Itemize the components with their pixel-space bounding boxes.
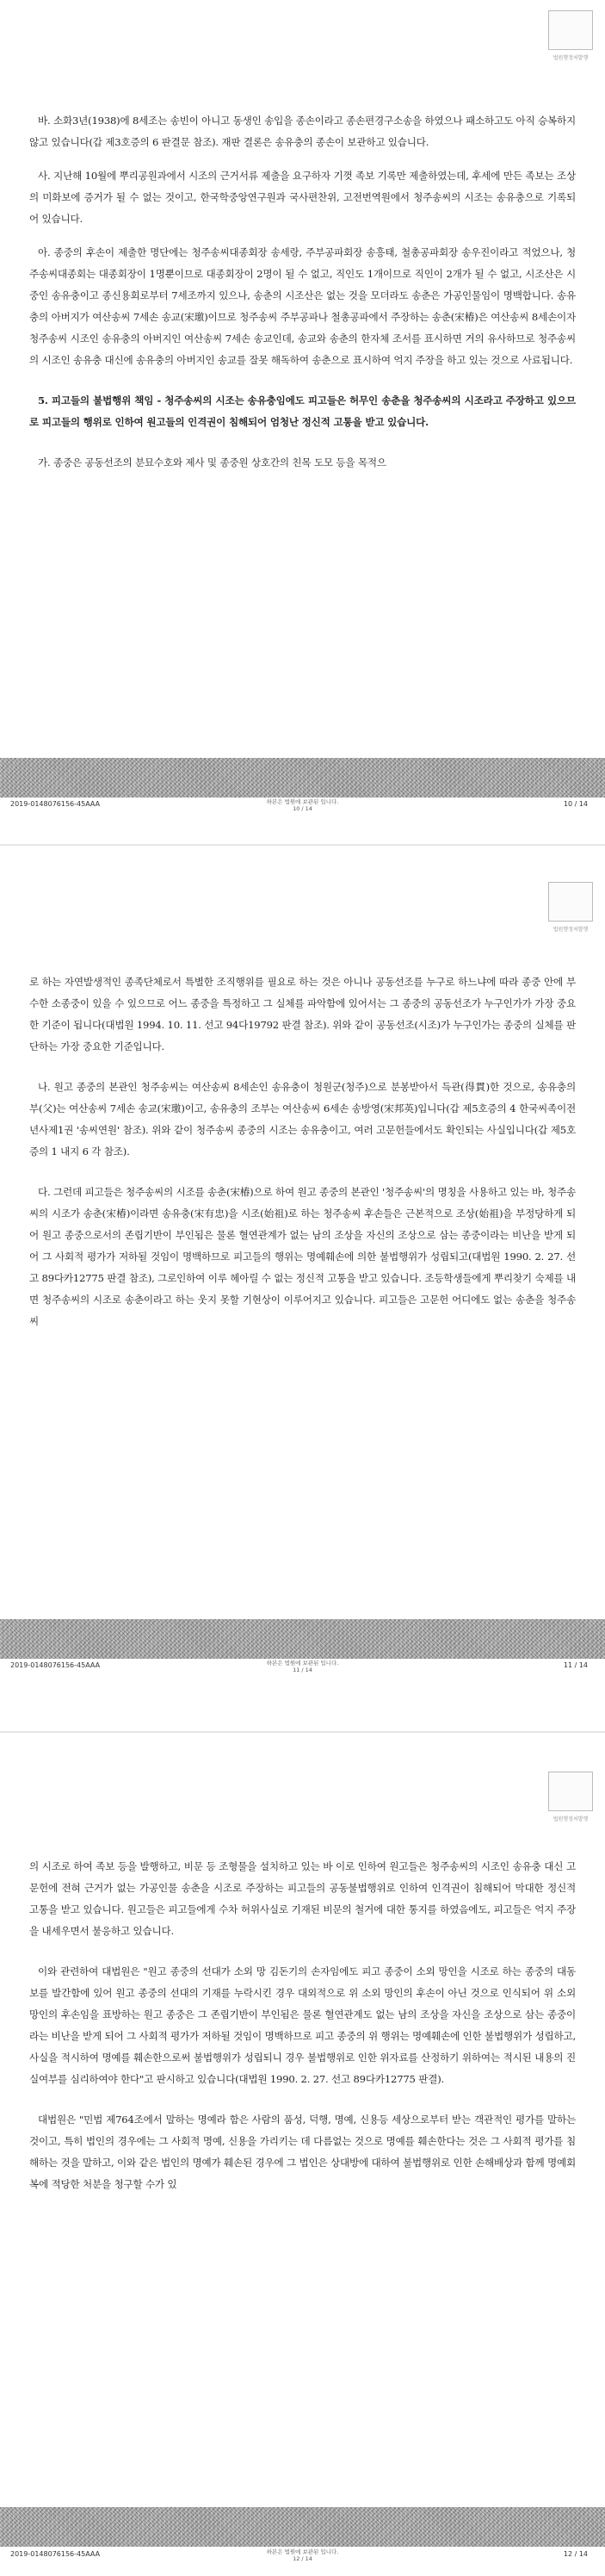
paragraph: 다. 그런데 피고들은 청주송씨의 시조를 송춘(宋椿)으로 하여 원고 종중의 본관인 '청주송씨'의 명칭을 사용하고 있는 바, 청주송씨의 시조가 송춘(宋椿)이라면 송유충(宋有忠)을 시조(始祖)로 하는 청주송씨 후손들은 근본적으로 조상(始祖)을 부정당하게 되어 원고 종중으로서의 존립기반이 부인됨은 물론 혈연관계가 없는 남의 조상을 자신의 조상으로 삼는 종중이라는 비난을 받게 되어 그 사회적 평가가 저하될 것임이 명백하므로 피고들의 행위는 명예훼손에 의한 불법행위가 성립되고(대법원 1990. 2. 27. 선고 89다카12775 판결 참조), 그로인하여 이루 헤아릴 수 없는 정신적 고통을 받고 있습니다. 조등학생들에게 뿌리찾기 숙제를 내면 청주송씨의 시조로 송춘이라고 하는 웃지 못할 기현상이 이루어지고 있습니다. 피고들은 고문헌 어디에도 없는 송춘을 청주송씨: [29, 1186, 576, 1327]
scan-noise-band: [0, 758, 605, 798]
page-body: [29, 1856, 576, 2207]
paragraph: 사. 지난해 10월에 뿌리공원과에서 시조의 근거서류 제출을 요구하자 기껏 족보 기록만 제출하였는데, 후세에 만든 족보는 조상의 미화보에 증거가 될 수 없는 것이고, 한국학중앙연구원과 국사편찬위, 고전번역원에서 청주송씨의 시조는 송유충으로 기록되어 있습니다.: [29, 170, 576, 225]
document-page-10: [0, 0, 605, 812]
document-id: 2019-0148076156-45AAA: [10, 2550, 101, 2558]
footer-center: 하본은 법원에 보관된 입니다. 11 / 14: [266, 1660, 339, 1673]
paragraph: 나. 원고 종중의 본관인 청주송씨는 여산송씨 8세손인 송유충이 청원군(청주)으로 분봉받아서 득관(得貫)한 것으로, 송유충의 부(父)는 여산송씨 7세손 송교(宋璬)이고, 송유충의 조부는 여산송씨 6세손 송방영(宋邦英)입니다(갑 제5호증의 4 한국씨족이전년사제1권 '송씨연원' 참조). 위와 같이 청주송씨 종중의 시조는 송유충이고, 여러 고문헌들에서도 확인되는 사실입니다(갑 제5호증의 1 내지 6 각 참조).: [29, 1081, 576, 1158]
page-separator: [0, 1731, 605, 1733]
page-footer: [0, 798, 605, 812]
paragraph: 이와 관련하여 대법원은 "원고 종중의 선대가 소외 망 김돈기의 손자임에도 피고 종중이 소외 망인을 시조로 하는 종중의 대동보를 발간함에 있어 원고 종중의 선대의 기재를 누락시킨 경우 대외적으로 위 소외 망인의 후손이 아닌 것으로 인식되어 위 소외 망인의 후손임을 표방하는 원고 종중은 그 존립기반이 부인됨은 물론 혈연관계도 없는 남의 조상을 자신을 조상으로 삼는 종중이라는 비난을 받게 되어 그 사회적 평가가 저하될 것임이 명백하므로 피고 종중의 위 행위는 명예훼손에 인한 불법행위가 성립하고, 사실을 적시하여 명예를 훼손한으로써 불법행위가 성립되니 경우 불법행위로 인한 위자료를 산정하기 위하여는 적시된 내용의 진실여부를 심리하여야 한다"고 판시하고 있습니다(대법원 1990. 2. 27. 선고 89다카12775 판결).: [29, 1965, 576, 2085]
document-id: 2019-0148076156-45AAA: [10, 1661, 101, 1669]
scan-noise-band: [0, 2507, 605, 2547]
paragraph: 바. 소화3년(1938)에 8세조는 송빈이 아니고 동생인 송입을 종손이라고 종손편경구소송을 하였으나 패소하고도 아직 승복하지 않고 있습니다(갑 제3호증의 6 판결문 참조). 재판 결론은 송유충의 종손이 보관하고 있습니다.: [29, 115, 576, 148]
page-body: [29, 971, 576, 1344]
issuer-stamp: 법원행정처발행: [548, 10, 593, 50]
footer-center: 하본은 법원에 보관된 입니다. 12 / 14: [266, 2548, 339, 2562]
scan-noise-band: [0, 1619, 605, 1659]
issuer-stamp: 법원행정처발행: [548, 882, 593, 922]
page-number: 11 / 14: [563, 1661, 588, 1669]
document-id: 2019-0148076156-45AAA: [10, 800, 101, 808]
page-separator: [0, 844, 605, 846]
paragraph: 의 시조로 하여 족보 등을 발행하고, 비문 등 조형물을 설치하고 있는 바 이로 인하여 원고들은 청주송씨의 시조인 송유충 대신 고문헌에 전혀 근거가 없는 가공인물 송춘을 시조로 주장하는 피고들의 공동불법행위로 인하여 인격권이 침해되어 막대한 정신적 고통을 받고 있습니다. 원고들은 피고들에게 수차 허위사실로 기재된 비문의 철거에 대한 통지를 하였음에도, 피고들은 억지 주장을 내세우면서 불응하고 있습니다.: [29, 1860, 576, 1937]
document-page-11: [0, 870, 605, 1682]
issuer-stamp: 법원행정처발행: [548, 1772, 593, 1811]
page-number: 12 / 14: [563, 2550, 588, 2558]
page-footer: [0, 1660, 605, 1673]
paragraph: 대법원은 "민법 제764조에서 말하는 명예라 함은 사람의 품성, 덕행, 명예, 신용등 세상으로부터 받는 객관적인 평가를 말하는 것이고, 특히 법인의 경우에는 그 사회적 명예, 신용을 가리키는 데 다름없는 것으로 명예를 훼손한다는 것은 그 사회적 평가를 침해하는 것을 말하고, 이와 같은 법인의 명예가 훼손된 경우에 그 법인은 상대방에 대하여 불법행위로 인한 손해배상과 함께 명예회복에 적당한 처분을 청구할 수가 있: [29, 2114, 576, 2190]
page-footer: [0, 2548, 605, 2562]
page-number: 10 / 14: [563, 800, 588, 808]
paragraph: 아. 종중의 후손이 제출한 명단에는 청주송씨대종회장 송세랑, 주부공파회장 송흥태, 철총공파회장 송우진이라고 적었으나, 청주송씨대종회는 대종회장이 1명뿐이므로 대종회장이 2명이 될 수 없고, 직인도 1개이므로 직인이 2개가 될 수 없고, 시조산은 시중인 송유충이고 종신용회로부터 7세조까지 있으나, 송춘의 시조산은 없는 것을 모더라도 송춘은 가공인물임이 명백합니다. 송유충의 아버지가 여산송씨 7세손 송교(宋璬)이므로 청주송씨 주부공파나 철총공파에서 주장하는 송춘(宋椿)은 여산송씨 8세손이자 청주송씨 시조인 송유충의 아버지인 여산송씨 7세손 송교인데, 송교와 송춘의 한자체 조서를 표시하면 거의 유사하므로 청주송씨의 시조인 송유충 대신에 송유충의 아버지인 송교를 잘못 해독하여 송춘으로 표시하여 억지 주장을 하고 있는 것으로 사료됩니다.: [29, 246, 576, 366]
paragraph: 가. 종중은 공동선조의 분묘수호와 제사 및 종중원 상호간의 친목 도모 등을 목적으: [38, 456, 386, 469]
footer-center: 하본은 법원에 보관된 입니다. 10 / 14: [266, 798, 339, 812]
section-heading: 5. 피고들의 불법행위 책임 - 청주송씨의 시조는 송유충임에도 피고들은 허무인 송춘을 청주송씨의 시조라고 주장하고 있으므로 피고들의 행위로 인하여 원고들의 인격권이 침해되어 엄청난 정신적 고통을 받고 있습니다.: [29, 394, 576, 428]
paragraph: 로 하는 자연발생적인 종족단체로서 특별한 조직행위를 필요로 하는 것은 아니나 공동선조를 누구로 하느냐에 따라 종중 안에 부수한 소종중이 있을 수 있으므로 어느 종중을 특정하고 그 실체를 파악함에 있어서는 그 종중의 공동선조가 누구인가가 가장 중요한 기준이 됩니다(대법원 1994. 10. 11. 선고 94다19792 판결 참조). 위와 같이 공동선조(시조)가 누구인가는 종중의 실체를 판단하는 가장 중요한 기준입니다.: [29, 976, 576, 1052]
document-page-12: [0, 1761, 605, 2576]
page-body: [29, 110, 576, 486]
